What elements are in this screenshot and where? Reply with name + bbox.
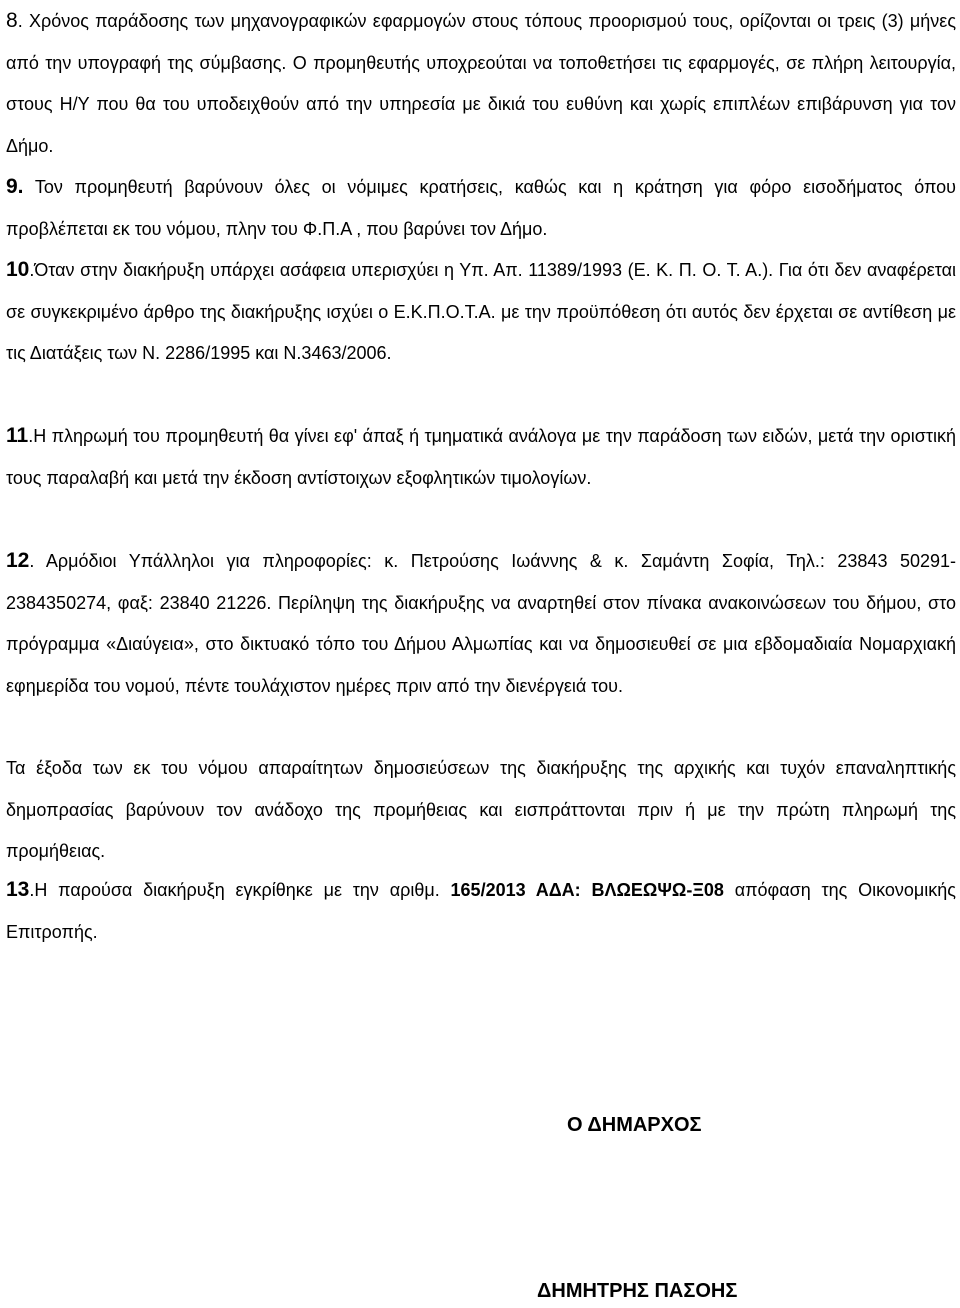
paragraph-number: 12 (6, 549, 30, 572)
paragraph-number: 10 (6, 258, 30, 281)
paragraph-text: Τα έξοδα των εκ του νόμου απαραίτητων δημοσιεύσεων της διακήρυξης της αρχικής και τυχόν επαναληπτικής δημοπρασίας βαρύνουν τον ανάδοχο της προμήθειας και εισπράττονται πριν ή με την πρώτη πληρωμή της προμήθειας. (6, 758, 956, 861)
paragraph-text-end: απόφαση της Οικονομικής Επιτροπής. (6, 880, 956, 942)
paragraph-text: . Χρόνος παράδοσης των μηχανογραφικών εφαρμογών στους τόπους προορισμού τους, ορίζονται οι τρεις (3) μήνες από την υπογραφή της σύμβασης. Ο προμηθευτής υποχρεούται να τοποθετήσει τις εφαρμογές, σε πλήρη λειτουργία, στους Η/Υ που θα του υποδειχθούν από την υπηρεσία με δικιά του ευθύνη και χωρίς επιπλέων επιβάρυνση για τον Δήμο. (6, 11, 956, 156)
paragraph-number: 13 (6, 878, 30, 901)
signature-title: Ο ΔΗΜΑΡΧΟΣ (567, 1114, 702, 1136)
paragraph-10 (6, 249, 956, 375)
paragraph-12 (6, 540, 956, 707)
paragraph-text: .Η παρούσα διακήρυξη εγκρίθηκε με την αριθμ. (29, 880, 451, 900)
paragraph-text: .Όταν στην διακήρυξη υπάρχει ασάφεια υπερισχύει η Υπ. Απ. 11389/1993 (Ε. Κ. Π. Ο. Τ. Α.). Για ότι δεν αναφέρεται σε συγκεκριμένο άρθρο της διακήρυξης ισχύει ο Ε.Κ.Π.Ο.Τ.Α. με την προϋπόθεση ότι αυτός δεν έρχεται σε αντίθεση με τις Διατάξεις των Ν. 2286/1995 και Ν.3463/2006. (6, 260, 956, 363)
paragraph-8 (6, 0, 956, 167)
paragraph-number: 9. (6, 175, 24, 198)
paragraph-text: . Αρμόδιοι Υπάλληλοι για πληροφορίες: κ. Πετρούσης Ιωάννης & κ. Σαμάντη Σοφία, Τηλ.: 23843 50291-2384350274, φαξ: 23840 21226. Περίληψη της διακήρυξης να αναρτηθεί στον πίνακα ανακοινώσεων του δήμου, στο πρόγραμμα «Διαύγεια», στο δικτυακό τόπο του Δήμου Αλμωπίας και να δημοσιευθεί σε μια εβδομαδιαία Νομαρχιακή εφημερίδα του νομού, πέντε τουλάχιστον ημέρες πριν από την διενέργειά του. (6, 551, 956, 696)
paragraph-13 (6, 869, 956, 953)
signature-name: ΔΗΜΗΤΡΗΣ ΠΑΣΟΗΣ (537, 1280, 738, 1302)
paragraph-text: .Η πληρωμή του προμηθευτή θα γίνει εφ' άπαξ ή τμηματικά ανάλογα με την παράδοση των ειδών, μετά την οριστική τους παραλαβή και μετά την έκδοση αντίστοιχων εξοφλητικών τιμολογίων. (6, 426, 956, 488)
paragraph-text: Τον προμηθευτή βαρύνουν όλες οι νόμιμες κρατήσεις, καθώς και η κράτηση για φόρο εισοδήματος όπου προβλέπεται εκ του νόμου, πλην του Φ.Π.Α , που βαρύνει τον Δήμο. (6, 177, 956, 239)
paragraph-number: 8 (6, 9, 18, 32)
decision-reference: 165/2013 ΑΔΑ: ΒΛΩΕΩΨΩ-Ξ08 (450, 880, 724, 900)
paragraph-9 (6, 166, 956, 250)
paragraph-publication-costs (6, 748, 956, 873)
paragraph-number: 11 (6, 424, 29, 447)
paragraph-11 (6, 415, 956, 499)
